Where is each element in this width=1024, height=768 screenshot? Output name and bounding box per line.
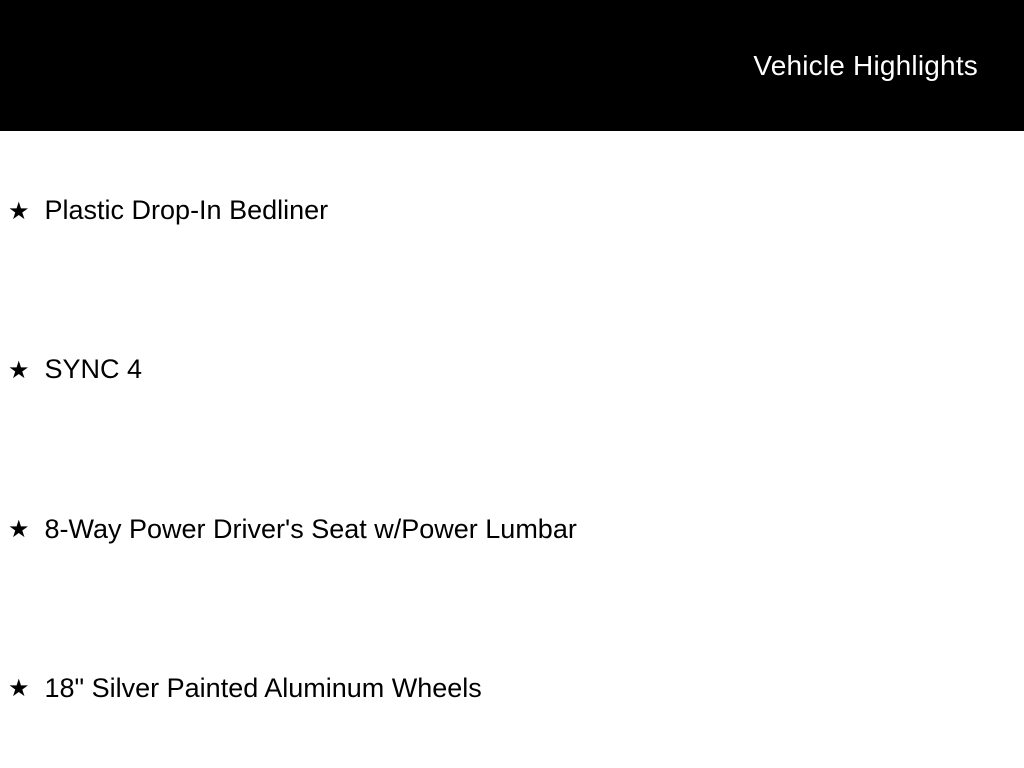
highlight-label: 18" Silver Painted Aluminum Wheels — [44, 672, 482, 703]
star-icon: ★ — [8, 515, 30, 544]
list-item — [0, 131, 1024, 290]
star-icon: ★ — [8, 196, 30, 225]
star-icon: ★ — [8, 674, 30, 703]
highlight-label: 8-Way Power Driver's Seat w/Power Lumbar — [44, 513, 577, 544]
highlights-list — [0, 131, 1024, 768]
list-item — [0, 609, 1024, 768]
highlight-label: SYNC 4 — [44, 354, 143, 385]
highlight-label: Plastic Drop-In Bedliner — [44, 195, 329, 226]
list-item — [0, 290, 1024, 449]
list-item — [0, 450, 1024, 609]
star-icon: ★ — [8, 355, 30, 384]
page-header — [0, 0, 1024, 131]
page-title: Vehicle Highlights — [753, 49, 978, 81]
